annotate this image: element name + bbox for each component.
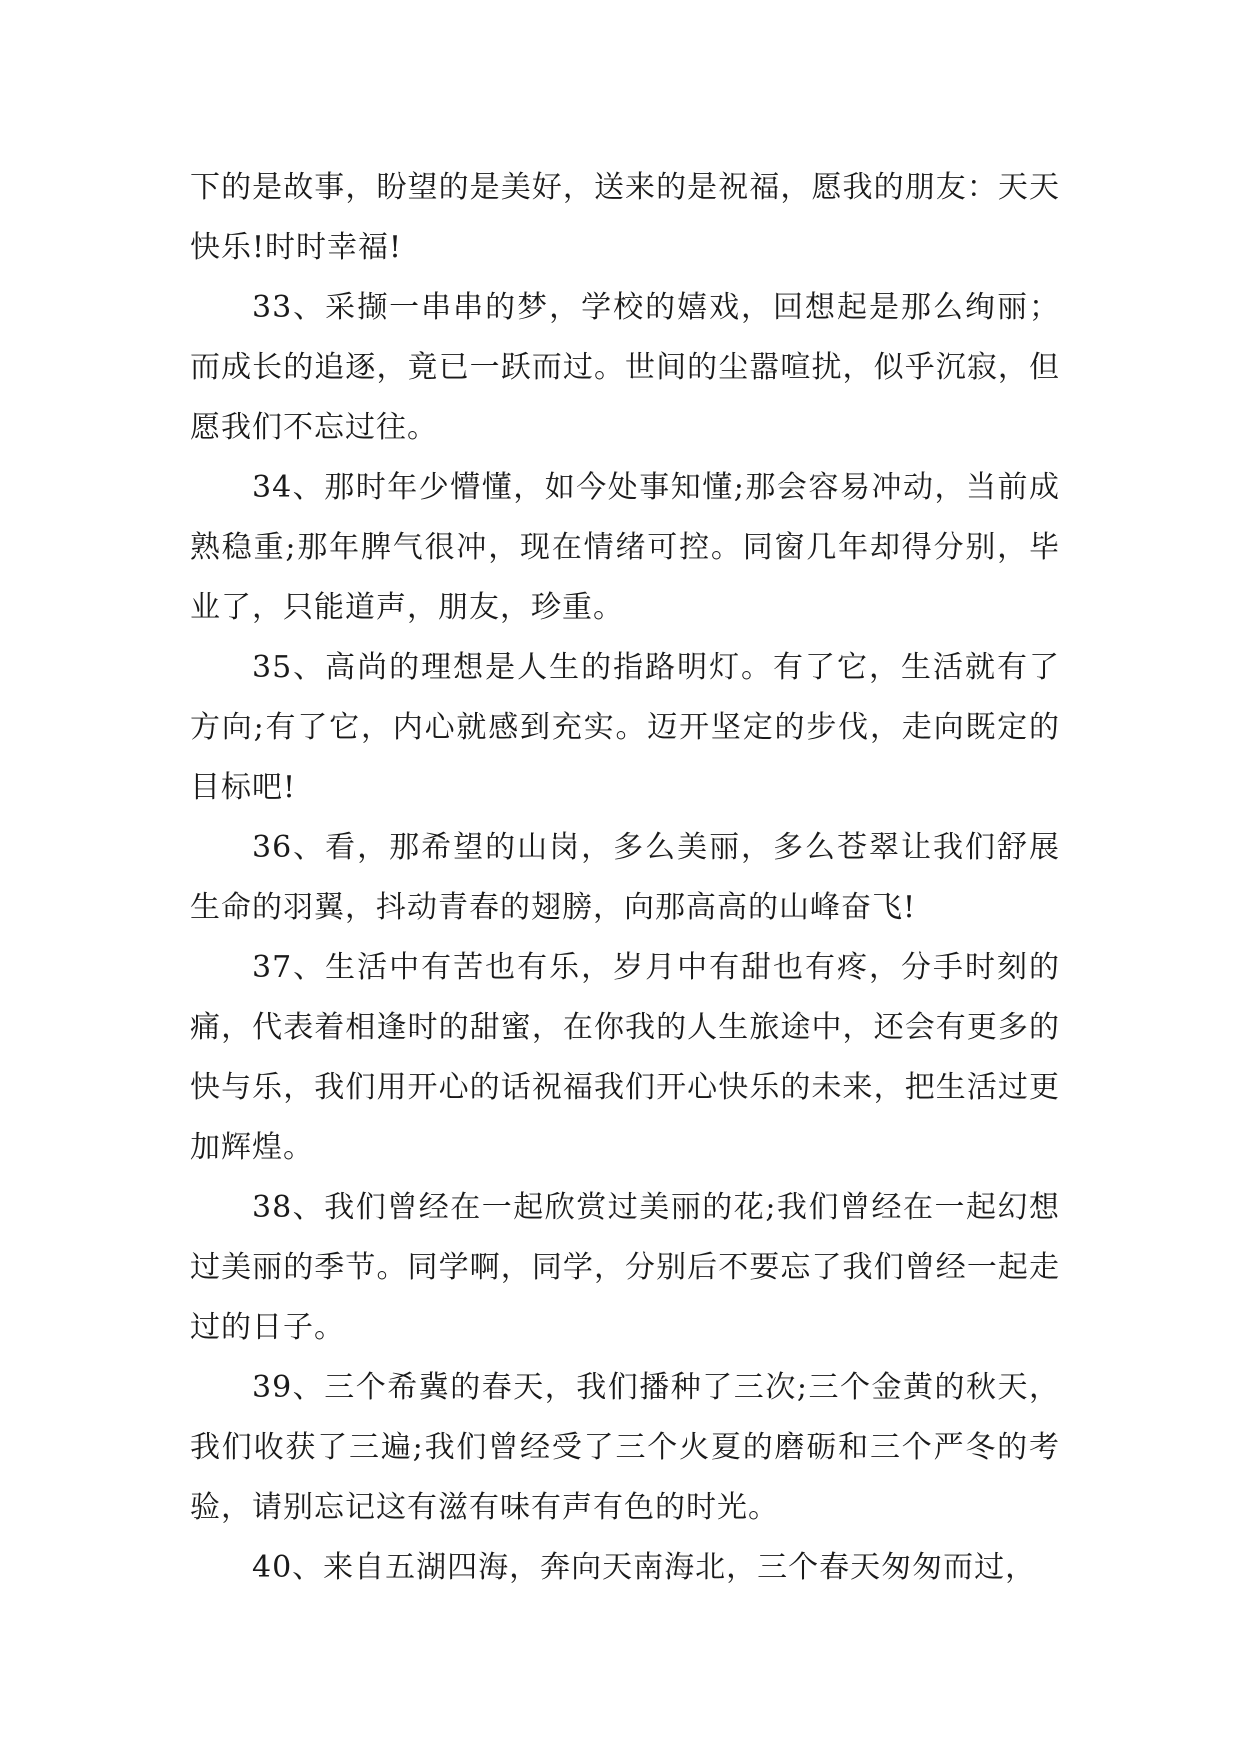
- document-body: [190, 158, 1060, 1598]
- paragraph-39: 39、三个希冀的春天，我们播种了三次;三个金黄的秋天，我们收获了三遍;我们曾经受了三个火夏的磨砺和三个严冬的考验，请别忘记这有滋有味有声有色的时光。: [190, 1370, 1060, 1525]
- paragraph-40: 40、来自五湖四海，奔向天南海北，三个春天匆匆而过，: [252, 1550, 1037, 1585]
- paragraph-37: 37、生活中有苦也有乐，岁月中有甜也有疼，分手时刻的痛，代表着相逢时的甜蜜，在你我的人生旅途中，还会有更多的快与乐，我们用开心的话祝福我们开心快乐的未来，把生活过更加辉煌。: [190, 950, 1060, 1165]
- paragraph-36: 36、看，那希望的山岗，多么美丽，多么苍翠让我们舒展生命的羽翼，抖动青春的翅膀，向那高高的山峰奋飞!: [190, 830, 1060, 925]
- paragraph-33: 33、采撷一串串的梦，学校的嬉戏，回想起是那么绚丽；而成长的追逐，竟已一跃而过。世间的尘嚣喧扰，似乎沉寂，但愿我们不忘过往。: [190, 290, 1060, 445]
- paragraph-35: 35、高尚的理想是人生的指路明灯。有了它，生活就有了方向;有了它，内心就感到充实。迈开坚定的步伐，走向既定的目标吧!: [190, 650, 1060, 805]
- paragraph-continuation: 下的是故事，盼望的是美好，送来的是祝福，愿我的朋友：天天快乐!时时幸福!: [190, 170, 1060, 265]
- paragraph-34: 34、那时年少懵懂，如今处事知懂;那会容易冲动，当前成熟稳重;那年脾气很冲，现在情绪可控。同窗几年却得分别，毕业了，只能道声，朋友，珍重。: [190, 470, 1060, 625]
- paragraph-38: 38、我们曾经在一起欣赏过美丽的花;我们曾经在一起幻想过美丽的季节。同学啊，同学，分别后不要忘了我们曾经一起走过的日子。: [190, 1190, 1060, 1345]
